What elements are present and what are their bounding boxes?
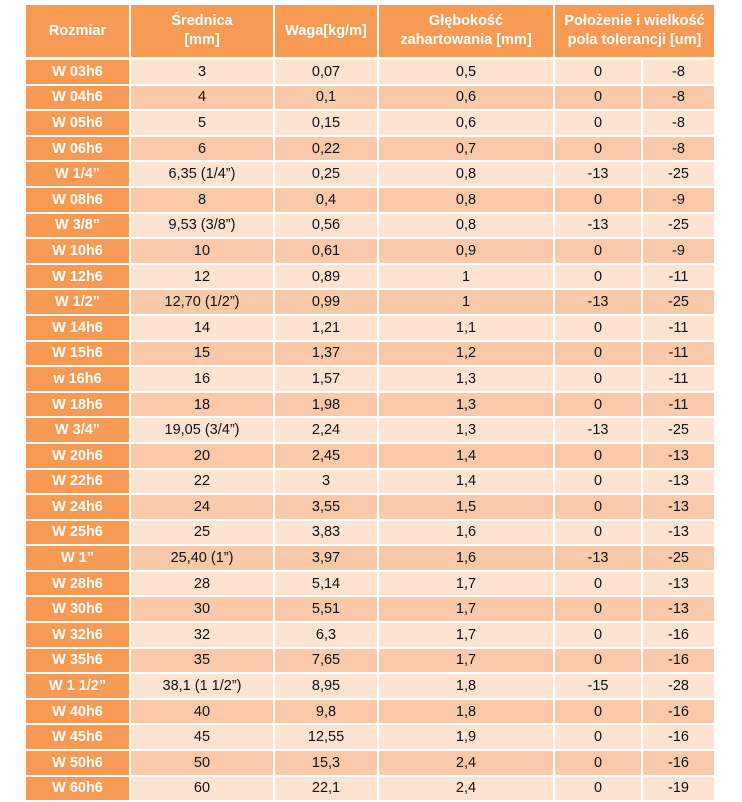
cell-weight: 3,55 [274,494,378,520]
cell-diameter: 6,35 (1/4”) [130,161,274,187]
cell-diameter: 22 [130,469,274,495]
cell-diameter: 28 [130,571,274,597]
header-tolerance: Położenie i wielkość pola tolerancji [um] [554,5,714,59]
cell-weight: 5,14 [274,571,378,597]
cell-hardening-depth: 1,3 [378,392,554,418]
table-row [26,110,714,136]
cell-tolerance-upper: 0 [554,136,642,162]
cell-diameter: 12 [130,264,274,290]
cell-diameter: 19,05 (3/4”) [130,417,274,443]
cell-hardening-depth: 1,9 [378,724,554,750]
cell-hardening-depth: 1,8 [378,699,554,725]
cell-tolerance-upper: -13 [554,161,642,187]
cell-tolerance-lower: -8 [642,85,714,111]
cell-weight: 5,51 [274,596,378,622]
cell-tolerance-upper: 0 [554,341,642,367]
header-weight: Waga[kg/m] [274,5,378,59]
cell-tolerance-lower: -25 [642,213,714,239]
table-header [26,5,714,59]
cell-tolerance-lower: -25 [642,161,714,187]
table-row [26,648,714,674]
cell-size: W 25h6 [26,520,130,546]
cell-weight: 0,25 [274,161,378,187]
cell-tolerance-upper: 0 [554,571,642,597]
cell-size: W 1” [26,545,130,571]
cell-weight: 7,65 [274,648,378,674]
cell-tolerance-upper: 0 [554,264,642,290]
cell-hardening-depth: 1,6 [378,545,554,571]
cell-tolerance-lower: -9 [642,187,714,213]
cell-size: W 24h6 [26,494,130,520]
cell-weight: 0,1 [274,85,378,111]
cell-weight: 0,99 [274,289,378,315]
cell-size: W 10h6 [26,238,130,264]
cell-hardening-depth: 1,3 [378,417,554,443]
cell-size: W 04h6 [26,85,130,111]
cell-hardening-depth: 1,6 [378,520,554,546]
table-row [26,136,714,162]
cell-diameter: 20 [130,443,274,469]
table-row [26,341,714,367]
cell-tolerance-lower: -16 [642,622,714,648]
cell-tolerance-upper: 0 [554,443,642,469]
cell-weight: 8,95 [274,673,378,699]
cell-weight: 0,56 [274,213,378,239]
cell-size: W 06h6 [26,136,130,162]
cell-tolerance-lower: -13 [642,443,714,469]
cell-diameter: 16 [130,366,274,392]
cell-size: W 40h6 [26,699,130,725]
cell-hardening-depth: 1,8 [378,673,554,699]
cell-tolerance-upper: 0 [554,59,642,85]
cell-tolerance-upper: 0 [554,366,642,392]
cell-weight: 1,57 [274,366,378,392]
table-row [26,596,714,622]
cell-diameter: 15 [130,341,274,367]
cell-weight: 0,07 [274,59,378,85]
cell-hardening-depth: 1,7 [378,622,554,648]
cell-tolerance-upper: -13 [554,545,642,571]
cell-diameter: 38,1 (1 1/2”) [130,673,274,699]
cell-size: W 14h6 [26,315,130,341]
cell-size: W 20h6 [26,443,130,469]
cell-tolerance-lower: -16 [642,699,714,725]
cell-tolerance-upper: 0 [554,494,642,520]
table-row [26,443,714,469]
cell-tolerance-lower: -13 [642,469,714,495]
table-row [26,469,714,495]
cell-tolerance-lower: -16 [642,724,714,750]
cell-diameter: 9,53 (3/8”) [130,213,274,239]
table-row [26,315,714,341]
cell-tolerance-lower: -13 [642,520,714,546]
table-row [26,264,714,290]
cell-size: W 05h6 [26,110,130,136]
cell-tolerance-lower: -13 [642,596,714,622]
cell-tolerance-upper: 0 [554,520,642,546]
header-size: Rozmiar [26,5,130,59]
cell-hardening-depth: 0,8 [378,187,554,213]
cell-size: W 18h6 [26,392,130,418]
table-row [26,520,714,546]
cell-diameter: 4 [130,85,274,111]
cell-tolerance-upper: 0 [554,724,642,750]
cell-diameter: 25,40 (1”) [130,545,274,571]
cell-diameter: 45 [130,724,274,750]
cell-hardening-depth: 0,6 [378,110,554,136]
cell-size: W 1 1/2” [26,673,130,699]
cell-size: W 3/8” [26,213,130,239]
cell-weight: 2,45 [274,443,378,469]
cell-hardening-depth: 1,7 [378,648,554,674]
cell-tolerance-lower: -11 [642,315,714,341]
cell-size: W 1/4” [26,161,130,187]
cell-tolerance-lower: -8 [642,136,714,162]
cell-diameter: 10 [130,238,274,264]
cell-size: W 35h6 [26,648,130,674]
cell-diameter: 50 [130,750,274,776]
table-row [26,622,714,648]
cell-weight: 15,3 [274,750,378,776]
table-row [26,59,714,85]
cell-diameter: 32 [130,622,274,648]
cell-size: W 12h6 [26,264,130,290]
cell-tolerance-lower: -25 [642,289,714,315]
cell-diameter: 18 [130,392,274,418]
cell-hardening-depth: 1,2 [378,341,554,367]
cell-hardening-depth: 1,3 [378,366,554,392]
table-row [26,776,714,802]
cell-tolerance-upper: 0 [554,750,642,776]
cell-hardening-depth: 1,7 [378,596,554,622]
table-row [26,673,714,699]
cell-weight: 22,1 [274,776,378,802]
cell-weight: 0,15 [274,110,378,136]
header-hardening-depth: Głębokość zahartowania [mm] [378,5,554,59]
cell-tolerance-upper: 0 [554,776,642,802]
cell-hardening-depth: 0,8 [378,161,554,187]
cell-tolerance-lower: -16 [642,750,714,776]
cell-diameter: 3 [130,59,274,85]
cell-size: W 1/2” [26,289,130,315]
cell-diameter: 25 [130,520,274,546]
cell-size: W 3/4” [26,417,130,443]
cell-tolerance-lower: -25 [642,545,714,571]
cell-diameter: 24 [130,494,274,520]
cell-tolerance-lower: -11 [642,392,714,418]
table-row [26,289,714,315]
cell-size: W 15h6 [26,341,130,367]
cell-tolerance-upper: 0 [554,85,642,111]
cell-weight: 3,83 [274,520,378,546]
cell-tolerance-lower: -8 [642,110,714,136]
table-row [26,545,714,571]
cell-tolerance-lower: -11 [642,264,714,290]
table-row [26,187,714,213]
cell-weight: 3,97 [274,545,378,571]
cell-tolerance-upper: -13 [554,289,642,315]
cell-tolerance-lower: -13 [642,494,714,520]
cell-tolerance-upper: 0 [554,392,642,418]
table-body [26,59,714,802]
cell-hardening-depth: 0,9 [378,238,554,264]
cell-hardening-depth: 1 [378,289,554,315]
header-diameter: Średnica [mm] [130,5,274,59]
cell-size: W 30h6 [26,596,130,622]
cell-tolerance-upper: 0 [554,622,642,648]
cell-tolerance-lower: -9 [642,238,714,264]
cell-size: W 50h6 [26,750,130,776]
table-row [26,417,714,443]
cell-tolerance-lower: -19 [642,776,714,802]
cell-hardening-depth: 1,4 [378,443,554,469]
cell-tolerance-upper: 0 [554,187,642,213]
cell-weight: 1,37 [274,341,378,367]
table-row [26,392,714,418]
cell-tolerance-upper: -13 [554,213,642,239]
cell-hardening-depth: 2,4 [378,750,554,776]
cell-diameter: 5 [130,110,274,136]
cell-size: W 28h6 [26,571,130,597]
cell-diameter: 6 [130,136,274,162]
cell-weight: 1,21 [274,315,378,341]
cell-tolerance-lower: -8 [642,59,714,85]
cell-tolerance-upper: 0 [554,699,642,725]
cell-weight: 9,8 [274,699,378,725]
cell-weight: 0,4 [274,187,378,213]
cell-hardening-depth: 2,4 [378,776,554,802]
cell-diameter: 60 [130,776,274,802]
cell-diameter: 12,70 (1/2”) [130,289,274,315]
table-row [26,724,714,750]
cell-tolerance-upper: 0 [554,315,642,341]
cell-weight: 1,98 [274,392,378,418]
cell-hardening-depth: 0,8 [378,213,554,239]
cell-weight: 0,61 [274,238,378,264]
cell-weight: 12,55 [274,724,378,750]
cell-weight: 0,22 [274,136,378,162]
cell-size: W 45h6 [26,724,130,750]
tolerance-table-container [26,5,714,802]
cell-tolerance-lower: -28 [642,673,714,699]
cell-tolerance-lower: -11 [642,341,714,367]
cell-diameter: 35 [130,648,274,674]
table-row [26,494,714,520]
cell-size: W 32h6 [26,622,130,648]
table-row [26,238,714,264]
cell-hardening-depth: 1 [378,264,554,290]
cell-hardening-depth: 1,5 [378,494,554,520]
cell-size: w 16h6 [26,366,130,392]
table-row [26,366,714,392]
header-row [26,5,714,59]
cell-hardening-depth: 0,7 [378,136,554,162]
cell-tolerance-upper: 0 [554,648,642,674]
cell-tolerance-lower: -16 [642,648,714,674]
shaft-tolerance-table [26,5,714,802]
cell-hardening-depth: 0,6 [378,85,554,111]
table-row [26,161,714,187]
cell-tolerance-upper: 0 [554,469,642,495]
cell-tolerance-upper: 0 [554,110,642,136]
cell-diameter: 8 [130,187,274,213]
cell-tolerance-upper: -15 [554,673,642,699]
cell-hardening-depth: 0,5 [378,59,554,85]
cell-tolerance-upper: 0 [554,596,642,622]
cell-hardening-depth: 1,4 [378,469,554,495]
cell-weight: 2,24 [274,417,378,443]
cell-diameter: 14 [130,315,274,341]
cell-tolerance-upper: -13 [554,417,642,443]
table-row [26,213,714,239]
cell-diameter: 40 [130,699,274,725]
cell-hardening-depth: 1,1 [378,315,554,341]
cell-tolerance-lower: -11 [642,366,714,392]
cell-tolerance-lower: -25 [642,417,714,443]
table-row [26,85,714,111]
cell-weight: 3 [274,469,378,495]
cell-diameter: 30 [130,596,274,622]
cell-tolerance-upper: 0 [554,238,642,264]
cell-size: W 03h6 [26,59,130,85]
cell-size: W 22h6 [26,469,130,495]
cell-size: W 60h6 [26,776,130,802]
cell-weight: 0,89 [274,264,378,290]
cell-size: W 08h6 [26,187,130,213]
table-row [26,699,714,725]
cell-hardening-depth: 1,7 [378,571,554,597]
cell-weight: 6,3 [274,622,378,648]
cell-tolerance-lower: -13 [642,571,714,597]
table-row [26,571,714,597]
